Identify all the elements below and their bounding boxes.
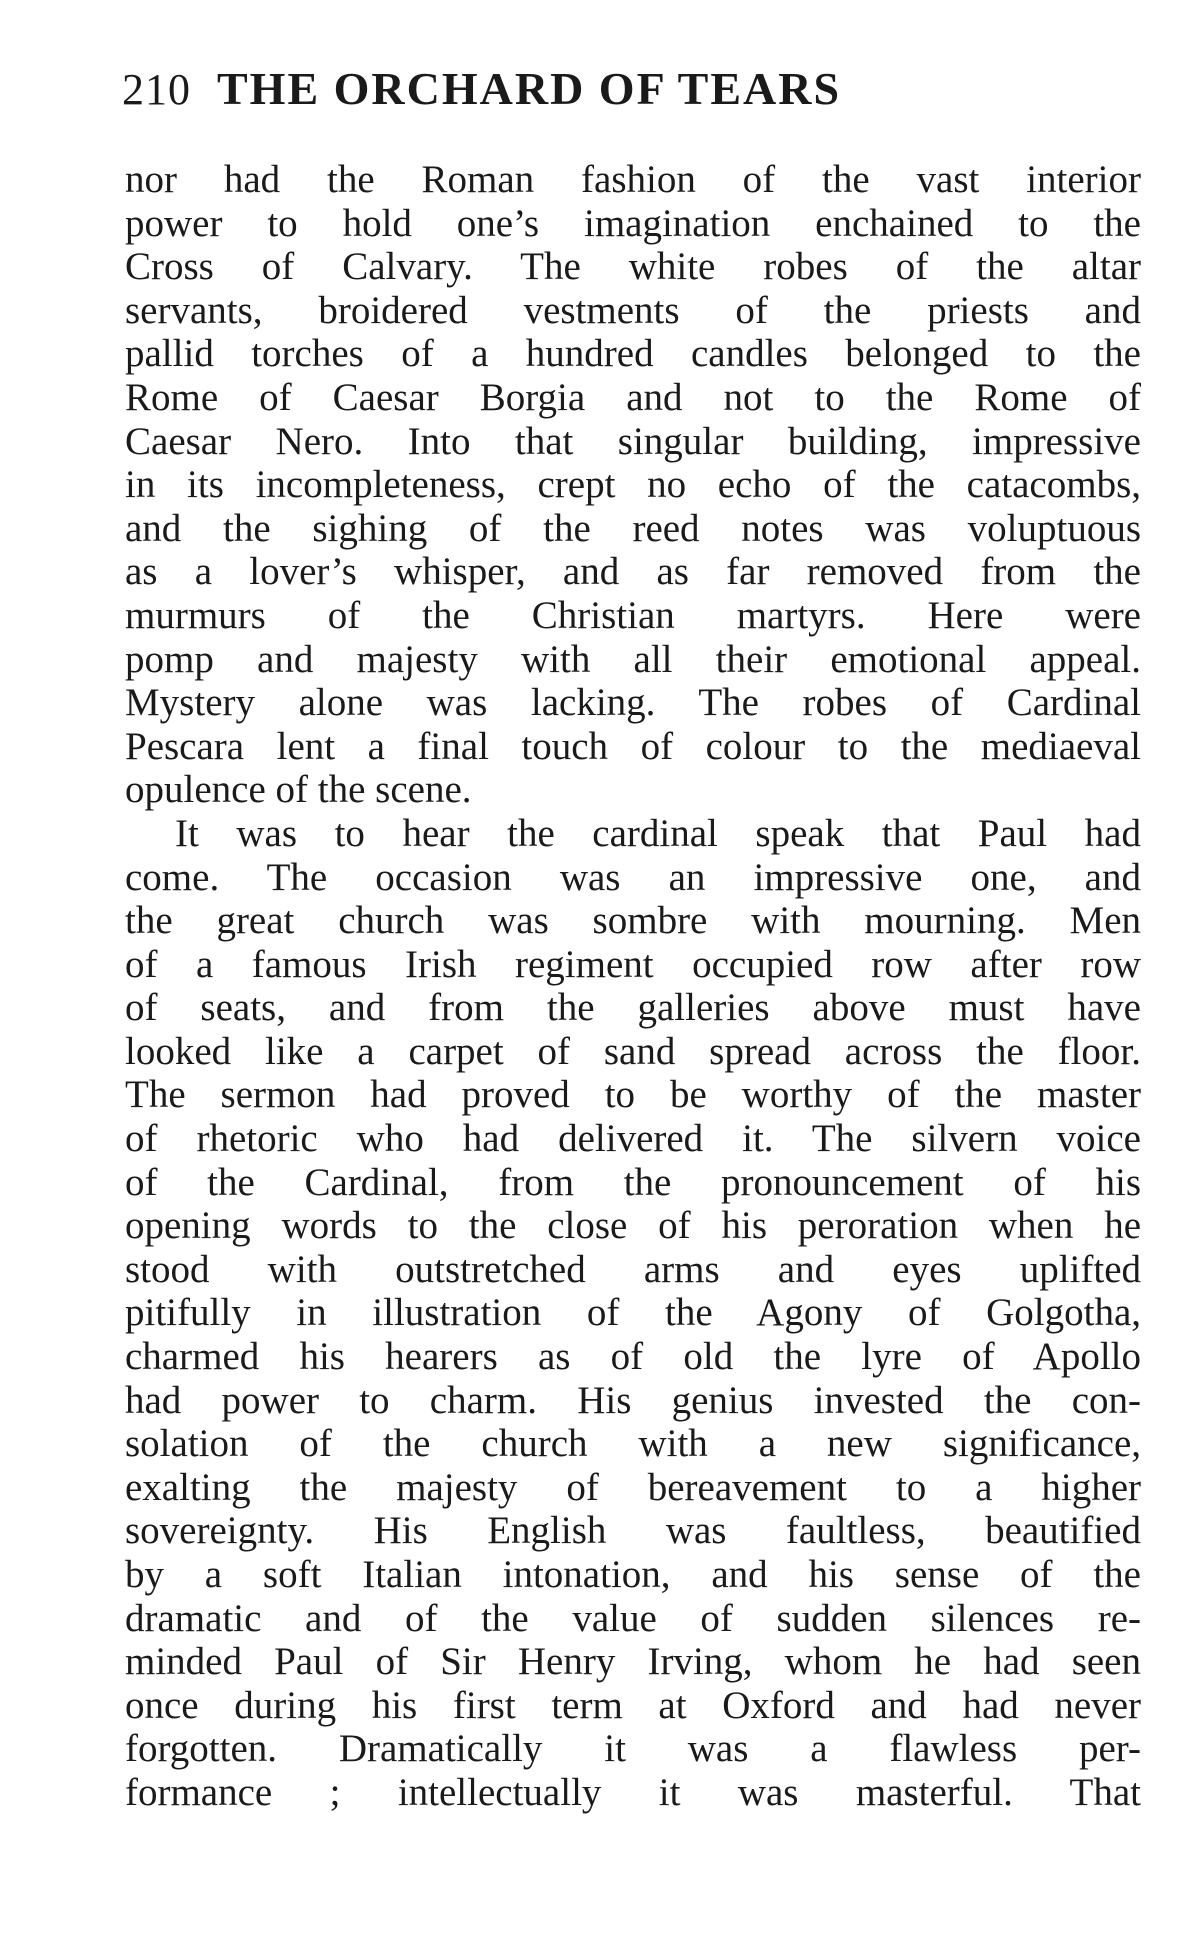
text-line: as a lover’s whisper, and as far removed from the [125,550,1141,594]
running-title: THE ORCHARD OF TEARS [217,63,842,114]
text-line: opulence of the scene. [125,768,472,812]
body-text [125,158,1141,1815]
text-line: of a famous Irish regiment occupied row after row [125,942,1141,986]
text-line: Rome of Caesar Borgia and not to the Rome of [125,375,1141,419]
text-line: Mystery alone was lacking. The robes of Cardinal [125,681,1141,725]
text-line: of the Cardinal, from the pronouncement of his [125,1160,1141,1204]
text-line: pomp and majesty with all their emotional appeal. [125,637,1141,681]
text-line: sovereignty. His English was faultless, beautified [125,1509,1141,1553]
text-line: stood with outstretched arms and eyes uplifted [125,1247,1141,1291]
text-line: solation of the church with a new significance, [125,1422,1141,1466]
text-line: power to hold one’s imagination enchained to the [125,201,1141,245]
text-line: formance ; intellectually it was masterful. That [125,1770,1141,1814]
text-line: exalting the majesty of bereavement to a higher [125,1465,1141,1509]
text-line: the great church was sombre with mourning. Men [125,899,1141,943]
text-line: once during his first term at Oxford and had never [125,1683,1141,1727]
text-line: pitifully in illustration of the Agony of Golgotha, [125,1291,1141,1335]
text-line: forgotten. Dramatically it was a flawless per- [125,1727,1141,1771]
text-line: charmed his hearers as of old the lyre of Apollo [125,1335,1141,1379]
text-line: servants, broidered vestments of the priests and [125,288,1141,332]
page-header [122,62,1002,115]
text-line: The sermon had proved to be worthy of the master [125,1073,1141,1117]
text-line: in its incompleteness, crept no echo of the catacombs, [125,463,1141,507]
text-line: of rhetoric who had delivered it. The silvern voice [125,1117,1141,1161]
text-line: come. The occasion was an impressive one, and [125,855,1141,899]
text-line: of seats, and from the galleries above must have [125,986,1141,1030]
text-line: It was to hear the cardinal speak that Paul had [175,811,1141,855]
text-line: by a soft Italian intonation, and his sense of the [125,1553,1141,1596]
text-line: Cross of Calvary. The white robes of the altar [125,245,1141,289]
text-line: dramatic and of the value of sudden silences re- [125,1596,1141,1640]
text-line: nor had the Roman fashion of the vast interior [125,158,1141,201]
page-number: 210 [122,65,191,114]
text-line: opening words to the close of his peroration when he [125,1204,1141,1248]
text-line: Caesar Nero. Into that singular building, impressive [125,419,1141,463]
text-line: Pescara lent a final touch of colour to the mediaeval [125,724,1141,768]
text-line: minded Paul of Sir Henry Irving, whom he had seen [125,1640,1141,1684]
text-line: murmurs of the Christian martyrs. Here were [125,593,1141,637]
text-line: pallid torches of a hundred candles belonged to the [125,332,1141,376]
text-line: had power to charm. His genius invested the con- [125,1378,1141,1422]
text-line: looked like a carpet of sand spread across the floor. [125,1029,1141,1073]
text-line: and the sighing of the reed notes was voluptuous [125,506,1141,550]
